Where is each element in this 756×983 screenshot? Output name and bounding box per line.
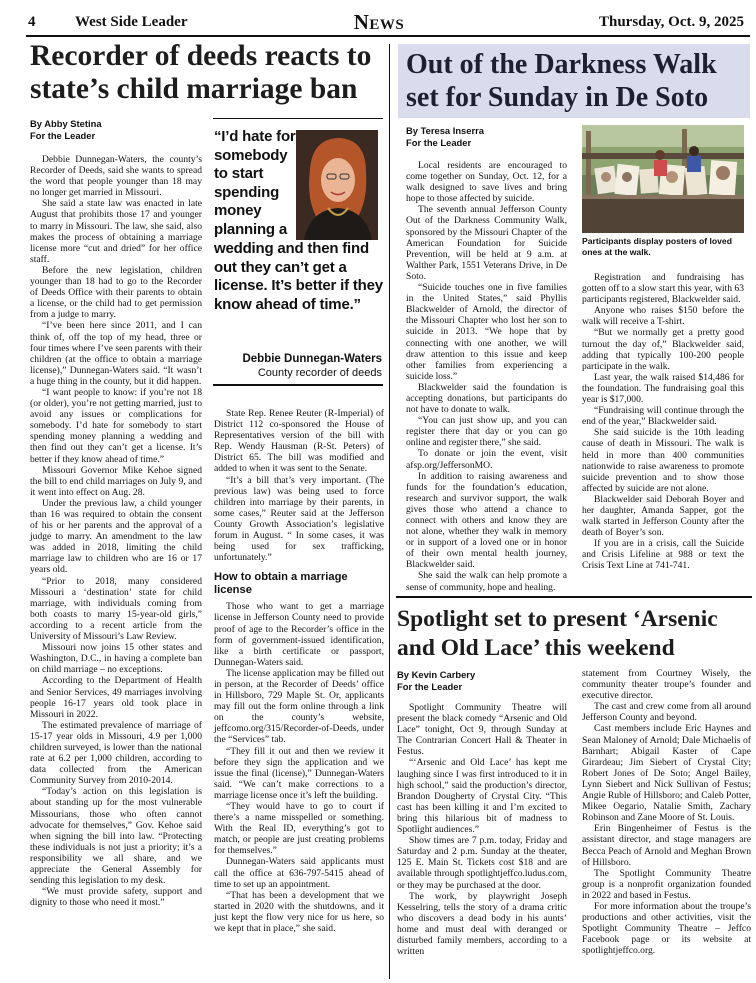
article2-headline: Out of the Darkness Walk set for Sunday in De Soto [406, 49, 717, 113]
paragraph: For more information about the troupe’s productions and other activities, visit the Spotlight Community Theatre – Jeffco Facebook page or its website at spotlightjeffco.org. [582, 900, 751, 957]
quote-top-rule [213, 118, 383, 119]
paragraph: Blackwelder said the foundation is accepting donations, but participants do not have to donate to walk. [406, 381, 567, 416]
paragraph: Missouri now joins 15 other states and Washington, D.C., in having a complete ban on child marriage – no exceptions. [30, 642, 202, 676]
paragraph: According to the Department of Health and Senior Services, 49 marriages involving people 16-17 years old took place in Missouri in 2022. [30, 675, 202, 720]
paragraph: Local residents are encouraged to come together on Sunday, Oct. 12, for a walk designed to save lives and bring hope to those affected by suicide. [406, 160, 567, 205]
paragraph: Show times are 7 p.m. today, Friday and Saturday and 2 p.m. Sunday at the theater, 125 E. Main St. Tickets cost $18 and are available through spotlightjeffco.ludus.com, or they may be purchased at the door. [397, 835, 567, 891]
article3-headline: Spotlight set to present ‘Arsenic and Old Lace’ this weekend [397, 606, 718, 661]
paragraph: “Prior to 2018, many considered Missouri a ‘destination’ state for child marriage, with individuals coming from both coasts to marry 15-year-old girls,” according to a recent article from the University of Missouri’s Law Review. [30, 575, 202, 643]
paragraph: Spotlight Community Theatre will present the black comedy “Arsenic and Old Lace” tonight, Oct 9, through Sunday at The Contrarian Concert Hall & Theater in Festus. [397, 702, 567, 758]
paragraph: “I want people to know: if you’re not 18 (or older), you’re not getting married, just to avoid any issues or complications for somebody. I’d hate for somebody to start spending money planning a wedding and then find out they can’t get a license. It’s better if they know ahead of time.” [30, 386, 202, 465]
article2-byline [406, 125, 576, 148]
article3-column-2 [582, 668, 751, 956]
paragraph: The estimated prevalence of marriage of 15-17 year olds in Missouri, 4.9 per 1,000 children surveyed, is lower than the national rate at 6.2 per 1,000 children, according to data collected from the American Community Survey from 2010-2014. [30, 719, 202, 787]
column-divider [389, 44, 390, 979]
portrait-image [296, 130, 378, 240]
paragraph: The cast and crew come from all around Jefferson County and beyond. [582, 701, 751, 724]
paragraph: The seventh annual Jefferson County Out of the Darkness Community Walk, sponsored by the Missouri Chapter of the American Foundation for Suicide Prevention, will be held at 9 a.m. at Walther Park, 1551 Veterans Drive, in De Soto. [406, 204, 567, 282]
paragraph: “You can just show up, and you can register there that day or you can go online and register there,” she said. [406, 415, 567, 449]
quote-bottom-rule [213, 384, 383, 386]
section-title: News [353, 10, 405, 34]
paper-name: West Side Leader [75, 14, 188, 30]
walk-photo [582, 125, 744, 233]
article1-byline [30, 118, 200, 141]
paragraph: State Rep. Renee Reuter (R-Imperial) of District 112 co-sponsored the House of Representatives version of the bill with Rep. Wendy Hausman (R-St. Peters) of District 65. The bill was modified and added to when it was sent to the Senate. [214, 408, 384, 475]
paragraph: Blackwelder said Deborah Boyer and her daughter, Amanda Sapper, got the walk started in Jefferson County after the death of Boyer’s son. [582, 493, 744, 539]
byline-org: For the Leader [30, 129, 96, 141]
paragraph: “It’s a bill that’s very important. (The previous law) was being used to force children into marriage by their parents, in some cases,” Reuter said at the Jefferson County Growth Association’s legislative forum in August. “ In some cases, it was being used for sex trafficking, unfortunately.” [214, 474, 384, 564]
paragraph: “We must provide safety, support and dignity to those who need it most.” [30, 886, 202, 909]
paragraph: To donate or join the event, visit afsp.org/JeffersonMO. [406, 448, 567, 471]
portrait-photo [296, 130, 378, 240]
article2-headline-box [398, 44, 750, 118]
byline-name: By Abby Stetina [30, 118, 102, 129]
pull-quote-end: wedding and then find out they can’t get a license. It’s better if they know ahead of time.” [214, 240, 383, 313]
paragraph: Last year, the walk raised $14,486 for the foundation. The fundraising goal this year is $17,000. [582, 371, 744, 406]
paragraph: “I’ve been here since 2011, and I can think of, off the top of my head, three or four times where I’ve seen parents with their children (at the office to obtain a marriage license),” Dunnegan-Waters said. “It wasn’t a huge thing in the county, but it did happen. [30, 320, 202, 387]
paragraph: “They would have to go to court if there’s a name misspelled or something. With the Real ID, everything’s got to match, or people are just creating problems for themselves.” [214, 801, 384, 857]
article1-headline: Recorder of deeds reacts to state’s child marriage ban [30, 40, 372, 105]
paragraph: Anyone who raises $150 before the walk will receive a T-shirt. [582, 305, 744, 328]
paragraph: Registration and fundraising has gotten off to a slow start this year, with 63 participants registered, Blackwelder said. [582, 272, 744, 306]
paragraph: Cast members include Eric Haynes and Sean Maloney of Arnold; Dale Michaelis of Barnhart; Abigail Kaster of Cape Girardeau; Jim Siebert of Crystal City; Robert Jones of De Soto; Angel Bailey, Lynn Siebert and Nick Sullivan of Festus; Angie Ruble of Hillsboro; and Caleb Potter, Mikee Oegario, Natalie Smith, Zachary Robinson and Zane Moore of St. Louis. [582, 723, 751, 824]
quote-name: Debbie Dunnegan-Waters [242, 353, 382, 365]
paragraph: If you are in a crisis, call the Suicide and Crisis Lifeline at 988 or text the Crisis Text Line at 741-741. [582, 538, 744, 572]
byline-org: For the Leader [397, 680, 463, 692]
paragraph: Debbie Dunnegan-Waters, the county’s Recorder of Deeds, said she wants to spread the word that people younger than 18 may no longer get married in Missouri. [30, 154, 202, 199]
paragraph: “Fundraising will continue through the end of the year,” Blackwelder said. [582, 405, 744, 428]
paragraph: The license application may be filled out in person, at the Recorder of Deeds’ office in Hillsboro, 729 Maple St. Or, applicants may fill out the form online through a link on the county’s website, jeffcomo.org/315/Recorder-of-Deeds, under the “Services” tab. [214, 667, 384, 746]
quote-attribution [214, 352, 382, 381]
article3-byline [397, 669, 567, 692]
paragraph: Erin Bingenheimer of Festus is the assistant director, and stage managers are Becca Peach of Arnold and Meghan Brown of Hillsboro. [582, 823, 751, 868]
article1-column-2 [214, 408, 384, 934]
article-divider-rule [396, 596, 752, 598]
byline-name: By Teresa Inserra [406, 125, 484, 136]
article2-column-2 [582, 272, 744, 572]
article1-column-1 [30, 154, 202, 908]
paragraph: “They fill it out and then we review it before they sign the application and we issue the final (license),” Dunnegan-Waters said. “We can’t make corrections to a marriage license once it’s left the building. [214, 745, 384, 801]
paragraph: Dunnegan-Waters said applicants must call the office at 636-797-5415 ahead of time to set up an appointment. [214, 856, 384, 890]
paragraph: Those who want to get a marriage license in Jefferson County need to provide proof of age to the Recorder’s office in the form of government-issued identification, like a birth certificate or passport, Dunnegan-Waters said. [214, 601, 384, 668]
quote-title: County recorder of deeds [257, 367, 382, 379]
paragraph: She said suicide is the 10th leading cause of death in Missouri. The walk is held in more than 400 communities nationwide to raise awareness to promote suicide prevention and to show those affected by suicide are not alone. [582, 427, 744, 494]
paragraph: Before the new legislation, children younger than 18 had to go to the Recorder of Deeds Office with their parents to obtain a license, or the child had to get permission from a judge to marry. [30, 264, 202, 321]
issue-date: Thursday, Oct. 9, 2025 [598, 14, 744, 30]
paragraph: Under the previous law, a child younger than 16 was required to obtain the consent of his or her parents and the approval of a judge to marry. An amendment to the law was added in 2018, limiting the child marriage law to children who are 16 or 17 years old. [30, 497, 202, 576]
page-number: 4 [28, 14, 36, 30]
pull-quote-start: “I’d hate for somebody to start spending money planning a [214, 128, 296, 238]
paragraph: Missouri Governor Mike Kehoe signed the bill to end child marriages on July 9, and it went into effect on Aug. 28. [30, 464, 202, 498]
paragraph: statement from Courtney Wisely, the community theater troupe’s founder and executive director. [582, 668, 751, 702]
byline-name: By Kevin Carbery [397, 669, 476, 680]
byline-org: For the Leader [406, 136, 472, 148]
paragraph: She said a state law was enacted in late August that prohibits those 17 and younger to marry in Missouri. The law, she said, also makes the process of obtaining a marriage license more “cut and dried” for her office staff. [30, 198, 202, 265]
paragraph: “‘Arsenic and Old Lace’ has kept me laughing since I was first introduced to it in high school,” said the production’s director, Brandon Dougherty of Crystal City. “This cast has been killing it and I’m excited to bring this hilarious bit of madness to Spotlight audiences.” [397, 757, 567, 836]
walk-image [582, 125, 744, 233]
article3-column-1 [397, 702, 567, 957]
masthead-rule [26, 35, 750, 37]
paragraph: She said the walk can help promote a sense of community, hope and healing. [406, 570, 567, 593]
paragraph: “Suicide touches one in five families in the United States,” said Phyllis Blackwelder of Arnold, the director of the Missouri Chapter who lost her son to suicide in 2013. “We hope that by connecting with one another, we will draw attention to this issue and keep other families from experiencing a suicide loss.” [406, 282, 567, 382]
paragraph: “That has been a development that we started in 2020 with the shutdowns, and it just kept the flow very nice for us here, so we kept that in place,” she said. [214, 889, 384, 935]
paragraph: The work, by playwright Joseph Kesselring, tells the story of a drama critic who discovers a dead body in his aunts’ home and must deal with deranged or disturbed family members, according to a written [397, 890, 567, 958]
paragraph: “Today’s action on this legislation is about standing up for the most vulnerable Missourians, those who often cannot advocate for themselves,” Gov. Kehoe said when signing the bill into law. “Protecting these individuals is not just a priority; it’s a responsibility we all share, and we appreciate the General Assembly for sending this legislation to my desk. [30, 786, 202, 887]
masthead [10, 8, 748, 34]
paragraph: “But we normally get a pretty good turnout the day of,” Blackwelder said, adding that typically 100-200 people participate in the walk. [582, 327, 744, 372]
paragraph: In addition to raising awareness and funds for the foundation’s education, research and survivor support, the walk gives those who attend a chance to connect with others and know they are not alone, whether they walk in memory or in support of a loved one or in honor of their own mental health journey, Blackwelder said. [406, 470, 567, 571]
walk-photo-caption: Participants display posters of loved ones at the walk. [582, 236, 732, 257]
paragraph: The Spotlight Community Theatre group is a nonprofit organization founded in 2022 and based in Festus. [582, 867, 751, 901]
article2-column-1 [406, 160, 567, 593]
subhead: How to obtain a marriage license [214, 571, 348, 596]
